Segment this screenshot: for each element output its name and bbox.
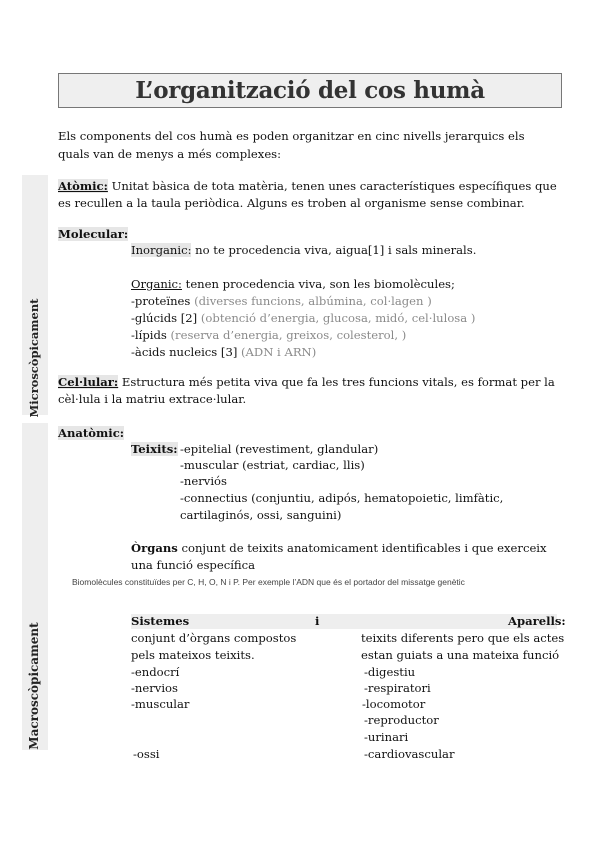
cellular-paragraph	[58, 374, 558, 408]
organic-line	[131, 276, 455, 293]
inorganic-text: no te procedencia viva, aigua[1] i sals minerals.	[191, 243, 477, 257]
systems-desc: pels mateixos teixits.	[131, 648, 255, 662]
cellular-term: Cel·lular:	[58, 375, 119, 389]
biomolecule-name: -àcids nucleics [3]	[131, 345, 242, 359]
teixit-item: -nerviós	[180, 474, 227, 488]
biomolecule-name: -glúcids [2]	[131, 311, 201, 325]
system-item: -nervios	[131, 681, 178, 695]
biomolecule-note: (diverses funcions, albúmina, col·lagen )	[194, 294, 432, 308]
organs-text: conjunt de teixits anatomicament identificables i que exerceix una funció específica	[131, 541, 547, 572]
system-item: -endocrí	[131, 665, 180, 679]
biomolecule-name: -lípids	[131, 328, 171, 342]
micro-label: Microscòpicament	[27, 298, 41, 418]
intro-paragraph: Els components del cos humà es poden organitzar en cinc nivells jerarquics els quals van de menys a més complexes:	[58, 129, 525, 161]
organs-term: Òrgans	[131, 541, 178, 555]
biomolecule-item	[131, 293, 432, 310]
inorganic-line	[131, 242, 476, 259]
apparatus-desc: estan guiats a una mateixa funció	[361, 648, 560, 662]
apparatus-item: -locomotor	[362, 697, 426, 711]
footnote: Biomolècules constituïdes per C, H, O, N i P. Per exemple l’ADN que és el portador del missatge genètic	[72, 577, 465, 587]
apparatus-item: -reproductor	[364, 713, 439, 727]
teixit-item: -muscular (estriat, cardiac, llis)	[180, 458, 365, 472]
apparatus-item: -digestiu	[364, 665, 416, 679]
teixit-item: -epitelial (revestiment, glandular)	[180, 442, 379, 456]
apparatus-item: -urinari	[364, 730, 409, 744]
biomolecule-item	[131, 344, 316, 361]
biomolecule-item	[131, 327, 406, 344]
macro-label: Macroscòpicament	[27, 622, 41, 750]
teixit-item: cartilaginós, ossi, sanguini)	[180, 508, 342, 522]
organs-paragraph	[131, 540, 556, 574]
cellular-text: Estructura més petita viva que fa les tres funcions vitals, es format per la cèl·lula i la matriu extrace·lular.	[58, 375, 555, 406]
organic-text: tenen procedencia viva, son les biomolècules;	[181, 277, 455, 291]
title-box	[58, 73, 562, 108]
teixits-term: Teixits:	[131, 442, 178, 456]
apparatus-desc: teixits diferents pero que els actes	[361, 631, 565, 645]
molecular-term: Molecular:	[58, 227, 129, 241]
system-item: -ossi	[133, 747, 160, 761]
biomolecule-note: (obtenció d’energia, glucosa, midó, cel·lulosa )	[200, 311, 476, 325]
inorganic-label: Inorganic:	[131, 243, 192, 257]
systems-header	[131, 614, 557, 629]
system-item: -muscular	[131, 697, 190, 711]
biomolecule-note: (reserva d’energia, greixos, colesterol, )	[170, 328, 407, 342]
systems-desc: conjunt d’òrgans compostos	[131, 631, 297, 645]
systems-header-left: Sistemes	[131, 614, 190, 628]
molecular-heading	[58, 226, 128, 243]
page-title: L’organització del cos humà	[135, 77, 485, 104]
atomic-term: Atòmic:	[58, 179, 108, 193]
apparatus-item: -respiratori	[364, 681, 431, 695]
organic-label: Organic:	[131, 277, 182, 291]
biomolecule-note: (ADN i ARN)	[241, 345, 317, 359]
biomolecule-item	[131, 310, 475, 327]
anatomic-heading	[58, 425, 124, 442]
systems-header-mid: i	[315, 614, 320, 628]
apparatus-item: -cardiovascular	[364, 747, 455, 761]
teixit-item: -connectius (conjuntiu, adipós, hematopoietic, limfàtic,	[180, 491, 504, 505]
systems-header-right: Aparells:	[508, 614, 566, 628]
anatomic-term: Anatòmic:	[58, 426, 125, 440]
biomolecule-name: -proteïnes	[131, 294, 195, 308]
atomic-text: Unitat bàsica de tota matèria, tenen unes característiques específiques que es recullen a la taula periòdica. Alguns es troben al organisme sense combinar.	[58, 179, 557, 210]
atomic-paragraph	[58, 178, 558, 212]
teixits-label	[131, 441, 178, 458]
